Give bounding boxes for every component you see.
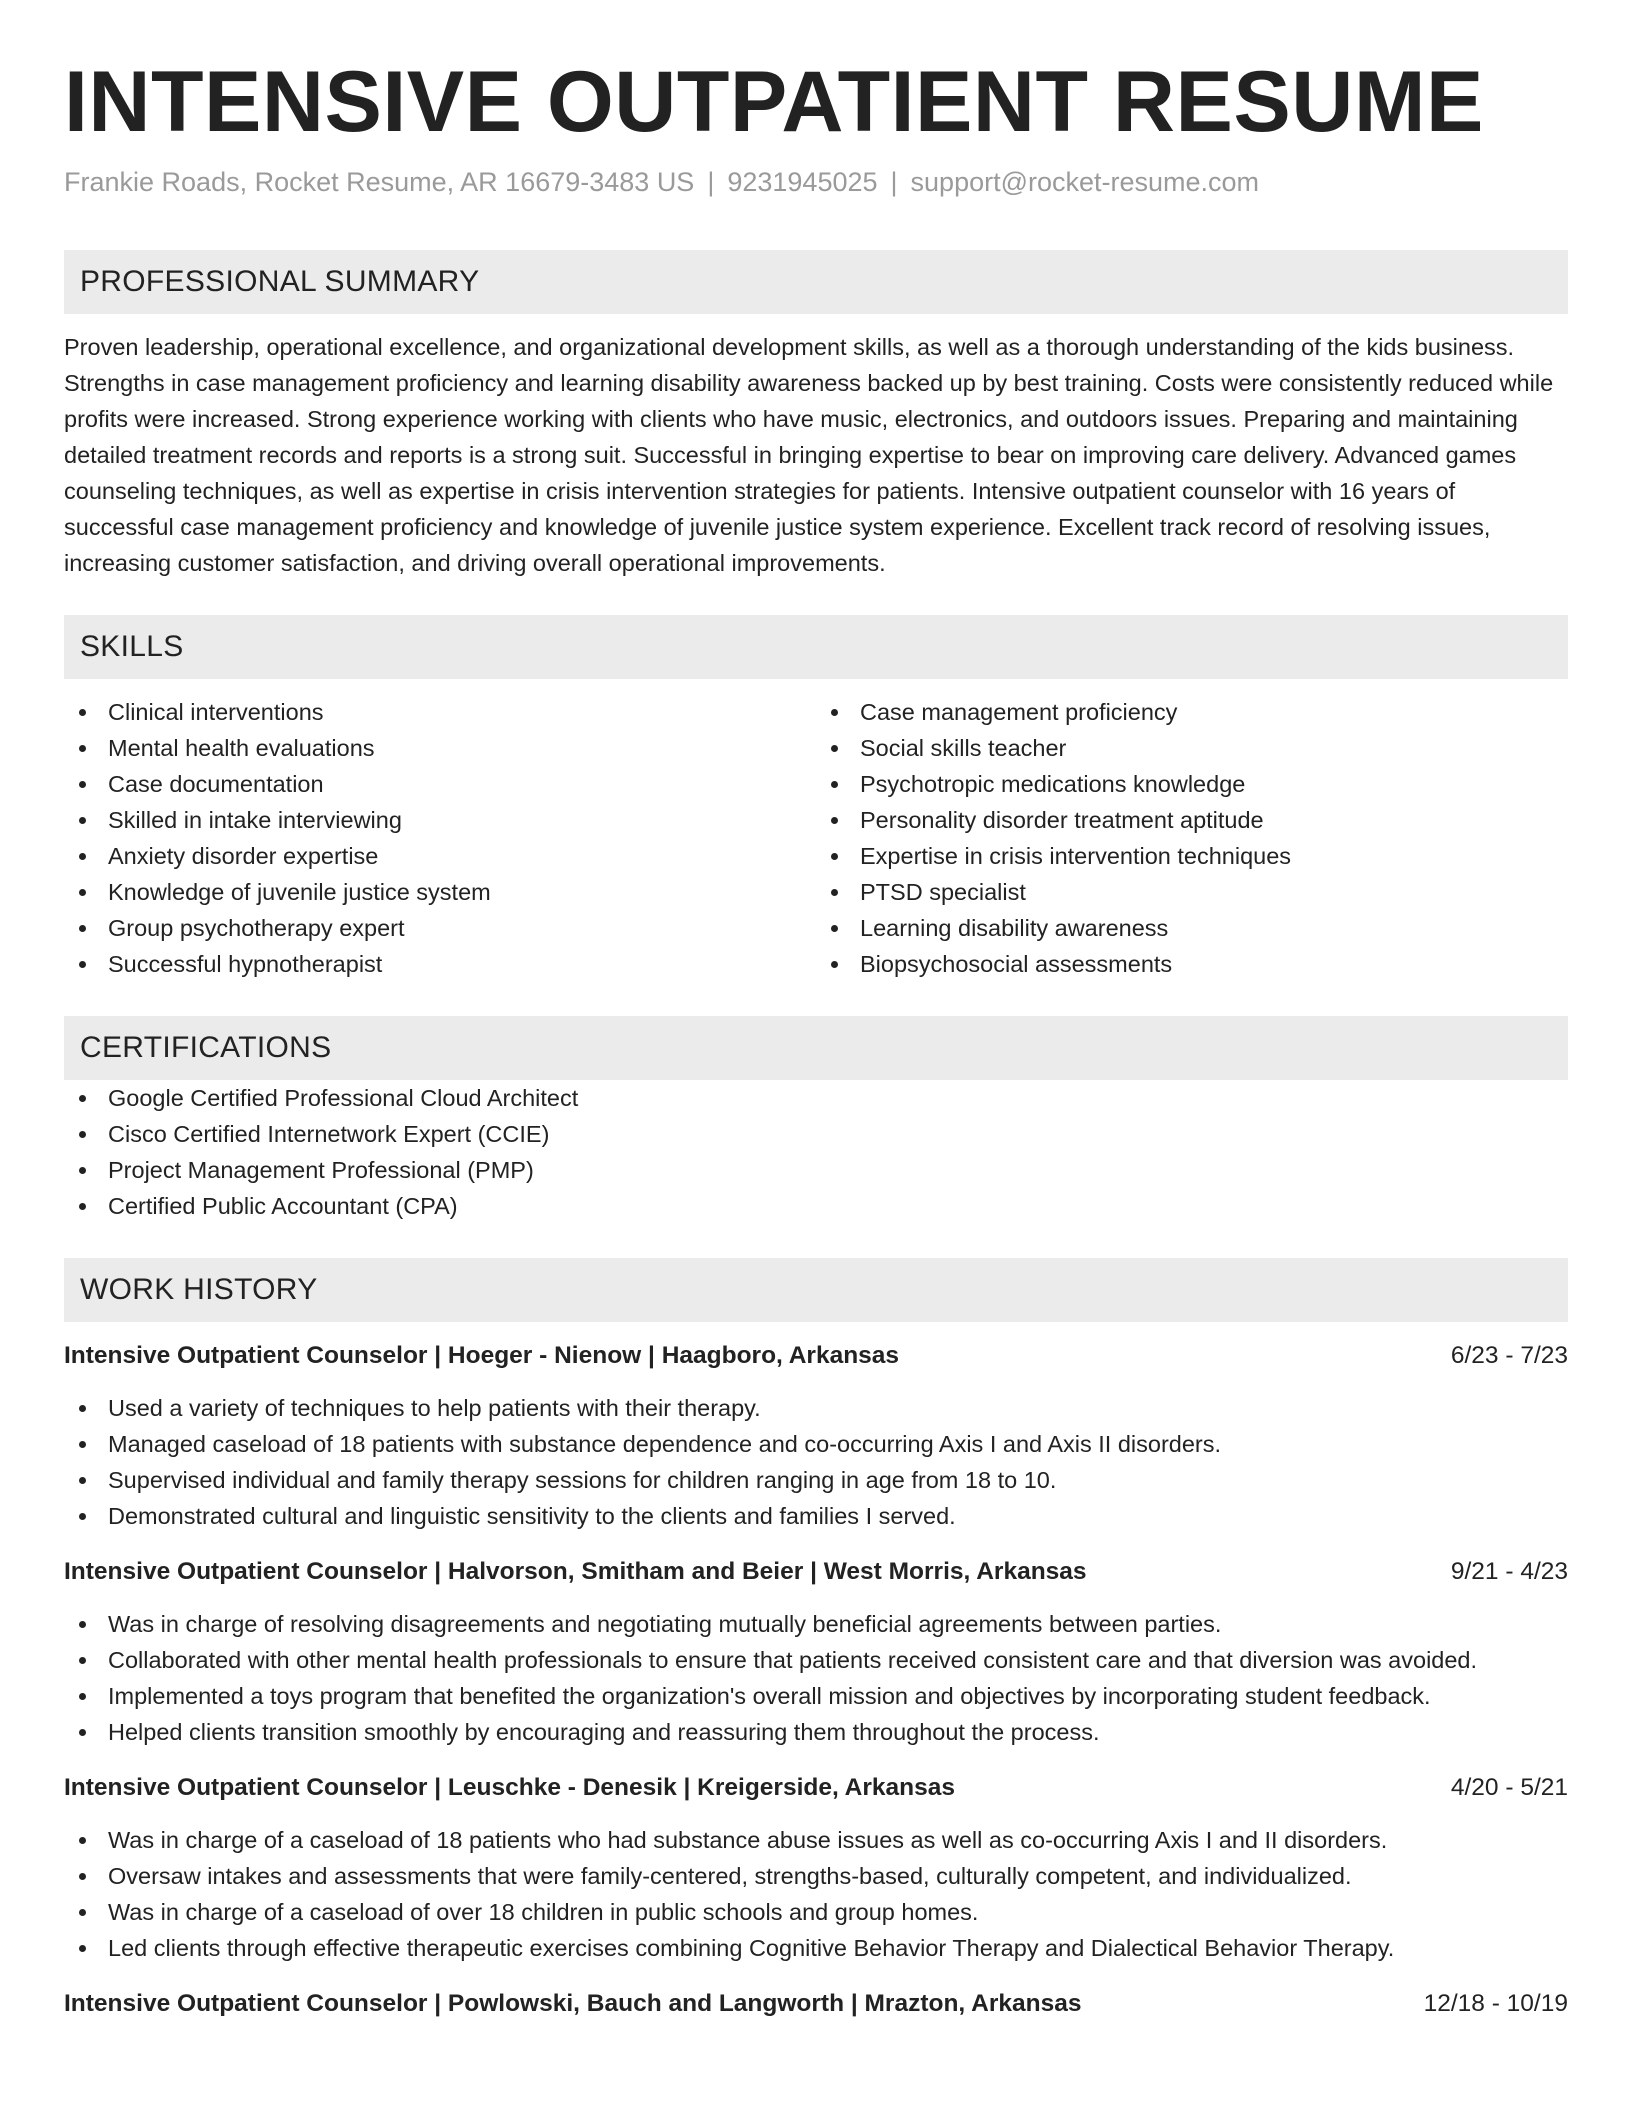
- list-item: [64, 838, 816, 874]
- skills-list: [64, 694, 1568, 982]
- list-item-text: Skilled in intake interviewing: [108, 807, 402, 833]
- list-item-text: Psychotropic medications knowledge: [860, 771, 1246, 797]
- list-item-text: Clinical interventions: [108, 699, 324, 725]
- bullet-icon: [79, 1873, 86, 1880]
- section-header-certifications: CERTIFICATIONS: [64, 1016, 1568, 1080]
- job-heading: Intensive Outpatient Counselor | Powlowski, Bauch and Langworth | Mrazton, Arkansas: [64, 1990, 1082, 2017]
- list-item: [816, 874, 1568, 910]
- contact-line: [64, 164, 1568, 200]
- job-entry: [64, 1554, 1568, 1750]
- list-item-text: Was in charge of a caseload of 18 patients who had substance abuse issues as well as co-occurring Axis I and II disorders.: [108, 1827, 1388, 1853]
- job-heading: Intensive Outpatient Counselor | Leuschke - Denesik | Kreigerside, Arkansas: [64, 1774, 955, 1801]
- list-item-text: PTSD specialist: [860, 879, 1026, 905]
- list-item-text: Was in charge of a caseload of over 18 children in public schools and group homes.: [108, 1899, 979, 1925]
- bullet-icon: [79, 925, 86, 932]
- job-bullets: [64, 1606, 1568, 1750]
- bullet-icon: [79, 1945, 86, 1952]
- contact-phone: 9231945025: [727, 167, 878, 197]
- list-item-text: Mental health evaluations: [108, 735, 375, 761]
- bullet-icon: [79, 1513, 86, 1520]
- job-header: [64, 1986, 1568, 2022]
- list-item: [64, 1080, 1568, 1116]
- bullet-icon: [79, 889, 86, 896]
- job-dates: 12/18 - 10/19: [1423, 1990, 1568, 2017]
- list-item: [64, 802, 816, 838]
- bullet-icon: [79, 1095, 86, 1102]
- section-header-work-history: WORK HISTORY: [64, 1258, 1568, 1322]
- list-item-text: Successful hypnotherapist: [108, 951, 383, 977]
- list-item-text: Implemented a toys program that benefited the organization's overall mission and objectives by incorporating student feedback.: [108, 1683, 1431, 1709]
- bullet-icon: [831, 745, 838, 752]
- job-heading: Intensive Outpatient Counselor | Hoeger - Nienow | Haagboro, Arkansas: [64, 1342, 900, 1369]
- list-item-text: Demonstrated cultural and linguistic sensitivity to the clients and families I served.: [108, 1503, 956, 1529]
- bullet-icon: [79, 1203, 86, 1210]
- bullet-icon: [79, 1657, 86, 1664]
- list-item-text: Biopsychosocial assessments: [860, 951, 1173, 977]
- skills-column-right: [816, 694, 1568, 982]
- list-item-text: Group psychotherapy expert: [108, 915, 405, 941]
- bullet-icon: [831, 709, 838, 716]
- bullet-icon: [79, 961, 86, 968]
- list-item-text: Case documentation: [108, 771, 324, 797]
- bullet-icon: [79, 1441, 86, 1448]
- list-item-text: Managed caseload of 18 patients with substance dependence and co-occurring Axis I and Axis II disorders.: [108, 1431, 1222, 1457]
- bullet-icon: [79, 781, 86, 788]
- bullet-icon: [79, 1621, 86, 1628]
- list-item-text: Knowledge of juvenile justice system: [108, 879, 491, 905]
- list-item: [64, 1116, 1568, 1152]
- list-item: [816, 838, 1568, 874]
- list-item: [64, 874, 816, 910]
- list-item-text: Helped clients transition smoothly by encouraging and reassuring them throughout the process.: [108, 1719, 1100, 1745]
- certifications-list: [64, 1080, 1568, 1224]
- bullet-icon: [79, 1729, 86, 1736]
- list-item-text: Anxiety disorder expertise: [108, 843, 379, 869]
- list-item-text: Oversaw intakes and assessments that were family-centered, strengths-based, culturally competent, and individualized.: [108, 1863, 1352, 1889]
- list-item: [816, 730, 1568, 766]
- job-dates: 9/21 - 4/23: [1450, 1558, 1568, 1585]
- bullet-icon: [79, 1405, 86, 1412]
- resume-title: INTENSIVE OUTPATIENT RESUME: [64, 54, 1484, 150]
- list-item: [816, 910, 1568, 946]
- bullet-icon: [831, 781, 838, 788]
- bullet-icon: [79, 1909, 86, 1916]
- job-entry: [64, 1986, 1568, 2022]
- list-item-text: Collaborated with other mental health professionals to ensure that patients received consistent care and that diversion was avoided.: [108, 1647, 1478, 1673]
- summary-text: Proven leadership, operational excellence, and organizational development skills, as well as a thorough understanding of the kids business. Strengths in case management proficiency and learning disability awareness backed up by best training. Costs were consistently reduced while profits were increased. Strong experience working with clients who have music, electronics, and outdoors issues. Preparing and maintaining detailed treatment records and reports is a strong suit. Successful in bringing expertise to bear on improving care delivery. Advanced games counseling techniques, as well as expertise in crisis intervention strategies for patients. Intensive outpatient counselor with 16 years of successful case management proficiency and knowledge of juvenile justice system experience. Excellent track record of resolving issues, increasing customer satisfaction, and driving overall operational improvements.: [64, 334, 1554, 576]
- list-item-text: Personality disorder treatment aptitude: [860, 807, 1264, 833]
- list-item: [64, 730, 816, 766]
- list-item: [64, 1678, 1568, 1714]
- job-entry: [64, 1338, 1568, 1534]
- list-item-text: Learning disability awareness: [860, 915, 1169, 941]
- list-item: [64, 1498, 1568, 1534]
- list-item: [816, 694, 1568, 730]
- list-item: [64, 1858, 1568, 1894]
- bullet-icon: [831, 961, 838, 968]
- bullet-icon: [79, 709, 86, 716]
- job-header: [64, 1554, 1568, 1590]
- list-item: [816, 766, 1568, 802]
- bullet-icon: [79, 1131, 86, 1138]
- contact-address: Frankie Roads, Rocket Resume, AR 16679-3483 US: [64, 167, 695, 197]
- contact-separator: |: [707, 167, 715, 197]
- job-bullets: [64, 1822, 1568, 1966]
- list-item: [64, 1462, 1568, 1498]
- bullet-icon: [831, 889, 838, 896]
- job-bullets: [64, 1390, 1568, 1534]
- list-item: [64, 1930, 1568, 1966]
- list-item-text: Case management proficiency: [860, 699, 1178, 725]
- job-header: [64, 1770, 1568, 1806]
- section-header-summary: PROFESSIONAL SUMMARY: [64, 250, 1568, 314]
- list-item-text: Led clients through effective therapeutic exercises combining Cognitive Behavior Therapy and Dialectical Behavior Therapy.: [108, 1935, 1395, 1961]
- list-item-text: Project Management Professional (PMP): [108, 1157, 534, 1183]
- bullet-icon: [831, 817, 838, 824]
- contact-separator: |: [890, 167, 898, 197]
- bullet-icon: [79, 1693, 86, 1700]
- list-item: [64, 1894, 1568, 1930]
- list-item: [64, 766, 816, 802]
- job-dates: 4/20 - 5/21: [1450, 1774, 1568, 1801]
- list-item-text: Was in charge of resolving disagreements and negotiating mutually beneficial agreements between parties.: [108, 1611, 1222, 1637]
- list-item: [64, 1152, 1568, 1188]
- job-header: [64, 1338, 1568, 1374]
- list-item-text: Google Certified Professional Cloud Architect: [108, 1085, 579, 1111]
- bullet-icon: [79, 1837, 86, 1844]
- bullet-icon: [831, 925, 838, 932]
- bullet-icon: [79, 1477, 86, 1484]
- list-item-text: Expertise in crisis intervention techniques: [860, 843, 1292, 869]
- list-item: [64, 910, 816, 946]
- list-item: [816, 946, 1568, 982]
- bullet-icon: [79, 745, 86, 752]
- list-item-text: Cisco Certified Internetwork Expert (CCIE): [108, 1121, 550, 1147]
- list-item: [64, 1390, 1568, 1426]
- list-item-text: Used a variety of techniques to help patients with their therapy.: [108, 1395, 761, 1421]
- job-entry: [64, 1770, 1568, 1966]
- list-item: [816, 802, 1568, 838]
- contact-email: support@rocket-resume.com: [910, 167, 1260, 197]
- section-header-skills: SKILLS: [64, 615, 1568, 679]
- job-heading: Intensive Outpatient Counselor | Halvorson, Smitham and Beier | West Morris, Arkansas: [64, 1558, 1087, 1585]
- list-item-text: Certified Public Accountant (CPA): [108, 1193, 458, 1219]
- list-item: [64, 1606, 1568, 1642]
- list-item-text: Supervised individual and family therapy sessions for children ranging in age from 18 to 10.: [108, 1467, 1057, 1493]
- bullet-icon: [79, 853, 86, 860]
- list-item: [64, 946, 816, 982]
- skills-column-left: [64, 694, 816, 982]
- bullet-icon: [79, 1167, 86, 1174]
- job-dates: 6/23 - 7/23: [1450, 1342, 1568, 1369]
- list-item: [64, 1822, 1568, 1858]
- list-item-text: Social skills teacher: [860, 735, 1067, 761]
- list-item: [64, 1714, 1568, 1750]
- list-item: [64, 1188, 1568, 1224]
- bullet-icon: [79, 817, 86, 824]
- list-item: [64, 1426, 1568, 1462]
- bullet-icon: [831, 853, 838, 860]
- list-item: [64, 1642, 1568, 1678]
- list-item: [64, 694, 816, 730]
